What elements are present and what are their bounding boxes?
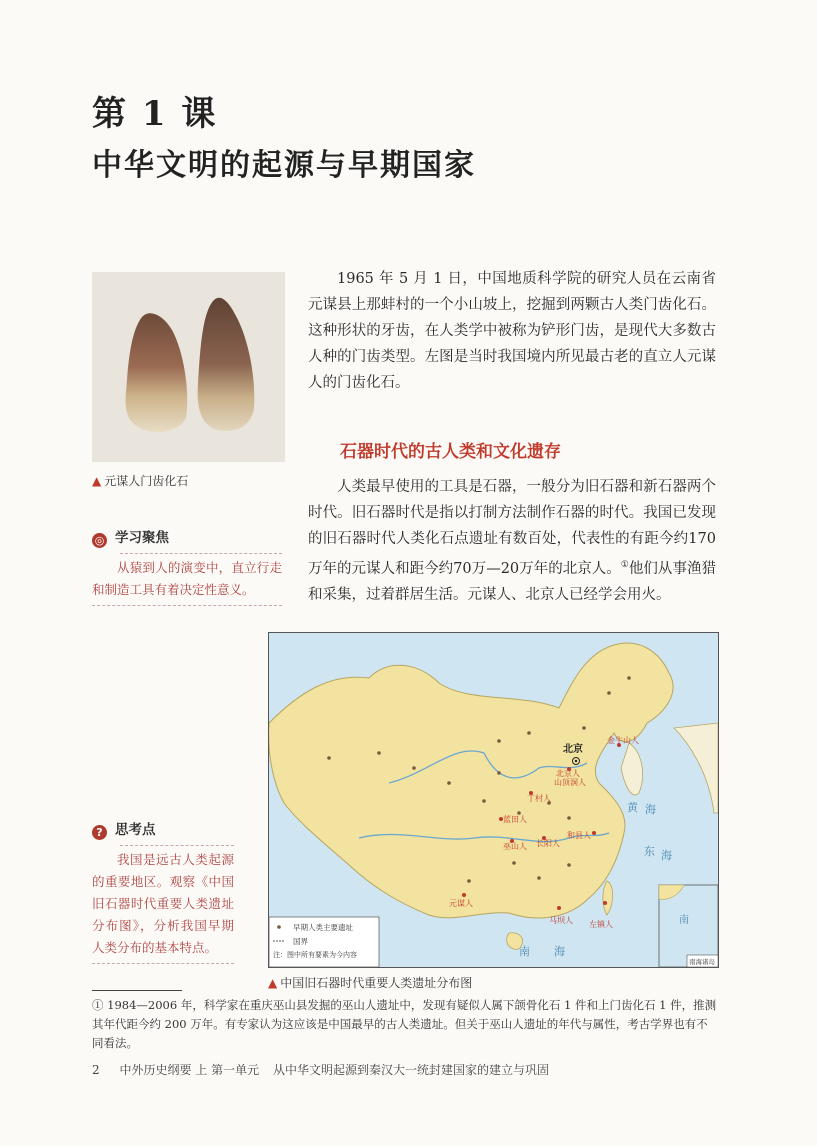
taiwan-island [603, 881, 613, 915]
intro-paragraph: 1965 年 5 月 1 日，中国地质科学院的研究人员在云南省元谋县上那蚌村的一个小山坡上，挖掘到两颗古人类门齿化石。这种形状的牙齿，在人类学中被称为铲形门齿，是现代大多数古人种的门齿类型。左图是当时我国境内所见最古老的直立人元谋人的门齿化石。 [308, 271, 716, 391]
svg-text:东: 东 [644, 845, 655, 858]
site-label: 和县人 [567, 831, 591, 840]
book-title: 中外历史纲要 上 第一单元 [119, 1063, 260, 1077]
unit-title: 从中华文明起源到秦汉大一统封建国家的建立与巩固 [272, 1063, 549, 1077]
tooth-fossil-photo [92, 272, 285, 462]
site-label: 金牛山人 [607, 736, 639, 745]
china-landmass [269, 643, 673, 918]
page-number: 2 [92, 1063, 100, 1077]
study-focus-text: 从猿到人的演变中，直立行走和制造工具有着决定性意义。 [92, 560, 282, 597]
divider [120, 845, 234, 846]
page-footer [92, 1061, 549, 1078]
question-icon: ? [92, 825, 107, 840]
japan-islands [674, 723, 718, 813]
svg-text:南: 南 [679, 915, 689, 926]
triangle-marker-icon: ▲ [92, 474, 102, 488]
study-focus-box [92, 526, 282, 606]
lesson-number: 第 1 课 [92, 94, 218, 134]
beijing-label: 北京 [563, 744, 583, 755]
footnote-rule [92, 990, 182, 991]
think-point-box [92, 818, 234, 964]
divider [92, 963, 234, 964]
tooth-fossil-illustration [92, 272, 285, 462]
svg-text:国界: 国界 [293, 937, 308, 946]
site-label: 长阳人 [536, 839, 560, 848]
study-focus-heading: ◎ 学习聚焦 [92, 526, 282, 548]
photo-caption: ▲ 元谋人门齿化石 [92, 474, 189, 488]
site-label: 元谋人 [449, 899, 473, 908]
think-point-heading: ? 思考点 [92, 818, 234, 840]
divider [92, 605, 282, 606]
section-paragraph: 人类最早使用的工具是石器，一般分为旧石器和新石器两个时代。旧石器时代是指以打制方法制作石器的时代。我国已发现的旧石器时代人类化石点遗址有数百处，代表性的有距今约170万年的元谋人和距今约70万—20万年的北京人。①他们从事渔猎和采集，过着群居生活。元谋人、北京人已经学会用火。 [308, 479, 716, 603]
svg-text:早期人类主要遗址: 早期人类主要遗址 [293, 923, 353, 932]
svg-text:注：图中所有要素为今内容: 注：图中所有要素为今内容 [273, 951, 357, 959]
svg-text:南海诸岛: 南海诸岛 [689, 958, 715, 966]
svg-text:南: 南 [519, 945, 530, 958]
svg-text:海: 海 [661, 849, 672, 862]
site-label: 北京人 [556, 769, 580, 778]
footnote-marker[interactable]: ① [620, 560, 629, 570]
think-point-text: 我国是远古人类起源的重要地区。观察《中国旧石器时代重要人类遗址分布图》，分析我国早期人类分布的基本特点。 [92, 852, 234, 955]
divider [120, 553, 282, 554]
korea-landmass [621, 743, 643, 795]
south-china-sea-inset [659, 885, 718, 967]
svg-text:海: 海 [645, 803, 656, 816]
lesson-title: 中华文明的起源与早期国家 [92, 148, 476, 183]
svg-text:海: 海 [554, 945, 565, 958]
paleolithic-sites-map [268, 632, 719, 968]
section-heading: 石器时代的古人类和文化遗存 [340, 442, 561, 462]
site-label: 巫山人 [503, 842, 527, 851]
site-label: 马坝人 [549, 916, 573, 925]
site-label: 丁村人 [527, 794, 551, 803]
map-caption: ▲ 中国旧石器时代重要人类遗址分布图 [268, 976, 473, 990]
site-label: 蓝田人 [503, 815, 527, 824]
map-svg [269, 633, 718, 967]
focus-target-icon: ◎ [92, 533, 107, 548]
svg-text:黄: 黄 [627, 801, 638, 814]
site-label: 山顶洞人 [554, 778, 586, 787]
map-legend [269, 917, 379, 967]
footnote: ① 1984—2006 年，科学家在重庆巫山县发掘的巫山人遗址中，发现有疑似人属下颌骨化石 1 件和上门齿化石 1 件，推测其年代距今约 200 万年。有专家认为这应该是中国最早的古人类遗址。但关于巫山人遗址的年代与属性，考古学界也有不同看法。 [92, 998, 717, 1050]
site-label: 左镇人 [589, 920, 613, 929]
triangle-marker-icon: ▲ [268, 976, 278, 990]
